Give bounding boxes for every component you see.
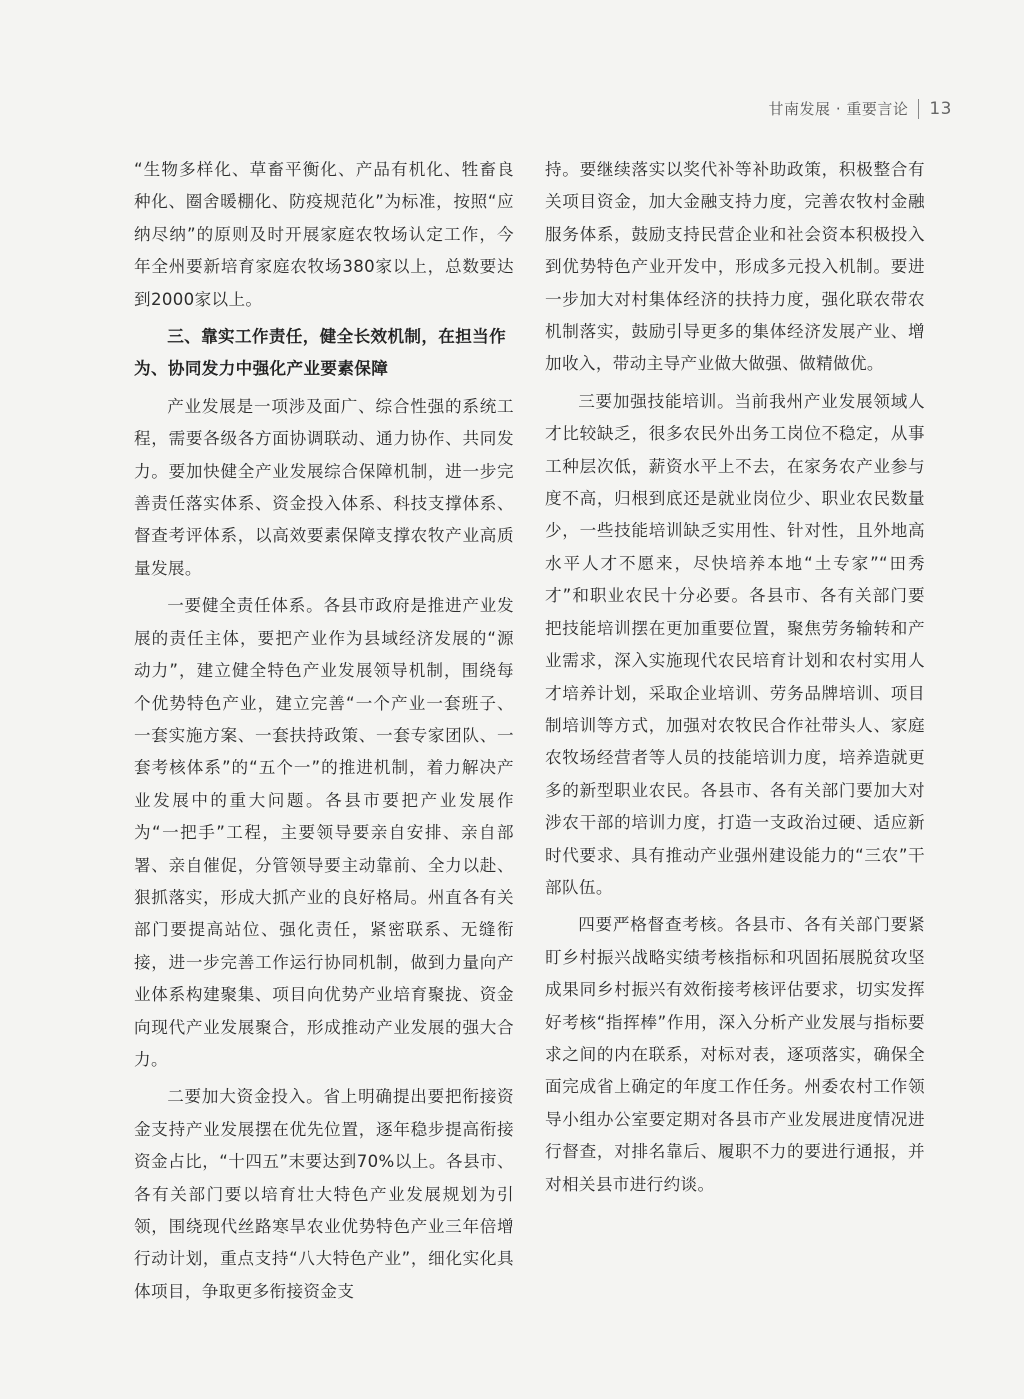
paragraph: 二要加大资金投入。省上明确提出要把衔接资金支持产业发展摆在优先位置，逐年稳步提高衔接资金占比，“十四五”末要达到70%以上。各县市、各有关部门要以培育壮大特色产业发展规划为引领，围绕现代丝路寒旱农业优势特色产业三年倍增行动计划，重点支持“八大特色产业”，细化实化具体项目，争取更多衔接资金支: [134, 1087, 514, 1301]
left-column: [134, 154, 514, 1308]
section-heading: 三、靠实工作责任，健全长效机制，在担当作为、协同发力中强化产业要素保障: [134, 327, 507, 379]
paragraph: 一要健全责任体系。各县市政府是推进产业发展的责任主体，要把产业作为县域经济发展的“源动力”，建立健全特色产业发展领导机制，围绕每个优势特色产业，建立完善“一个产业一套班子、一套实施方案、一套扶持政策、一套专家团队、一套考核体系”的“五个一”的推进机制，着力解决产业发展中的重大问题。各县市要把产业发展作为“一把手”工程，主要领导要亲自安排、亲自部署、亲自催促，分管领导要主动靠前、全力以赴、狠抓落实，形成大抓产业的良好格局。州直各有关部门要提高站位、强化责任，紧密联系、无缝衔接，进一步完善工作运行协同机制，做到力量向产业体系构建聚集、项目向优势产业培育聚拢、资金向现代产业发展聚合，形成推动产业发展的强大合力。: [134, 596, 514, 1069]
running-head-title: 甘南发展 · 重要言论: [768, 100, 909, 118]
paragraph: 产业发展是一项涉及面广、综合性强的系统工程，需要各级各方面协调联动、通力协作、共同发力。要加快健全产业发展综合保障机制，进一步完善责任落实体系、资金投入体系、科技支撑体系、督查考评体系，以高效要素保障支撑农牧产业高质量发展。: [134, 396, 514, 578]
paragraph-continued: “生物多样化、草畜平衡化、产品有机化、牲畜良种化、圈舍暖棚化、防疫规范化”为标准，按照“应纳尽纳”的原则及时开展家庭农牧场认定工作，今年全州要新培育家庭农牧场380家以上，总数要达到2000家以上。: [134, 160, 514, 309]
header-divider: [918, 99, 919, 119]
page-header: [769, 98, 952, 119]
right-column: [545, 154, 925, 1201]
paragraph-continued: 持。要继续落实以奖代补等补助政策，积极整合有关项目资金，加大金融支持力度，完善农牧村金融服务体系，鼓励支持民营企业和社会资本积极投入到优势特色产业开发中，形成多元投入机制。要进一步加大对村集体经济的扶持力度，强化联农带农机制落实，鼓励引导更多的集体经济发展产业、增加收入，带动主导产业做大做强、做精做优。: [545, 160, 925, 374]
paragraph: 四要严格督查考核。各县市、各有关部门要紧盯乡村振兴战略实绩考核指标和巩固拓展脱贫攻坚成果同乡村振兴有效衔接考核评估要求，切实发挥好考核“指挥棒”作用，深入分析产业发展与指标要求之间的内在联系，对标对表，逐项落实，确保全面完成省上确定的年度工作任务。州委农村工作领导小组办公室要定期对各县市产业发展进度情况进行督查，对排名靠后、履职不力的要进行通报，并对相关县市进行约谈。: [545, 915, 925, 1194]
paragraph: 三要加强技能培训。当前我州产业发展领域人才比较缺乏，很多农民外出务工岗位不稳定，从事工种层次低，薪资水平上不去，在家务农产业参与度不高，归根到底还是就业岗位少、职业农民数量少，一些技能培训缺乏实用性、针对性，且外地高水平人才不愿来，尽快培养本地“土专家”“田秀才”和职业农民十分必要。各县市、各有关部门要把技能培训摆在更加重要位置，聚焦劳务输转和产业需求，深入实施现代农民培育计划和农村实用人才培养计划，采取企业培训、劳务品牌培训、项目制培训等方式，加强对农牧民合作社带头人、家庭农牧场经营者等人员的技能培训力度，培养造就更多的新型职业农民。各县市、各有关部门要加大对涉农干部的培训力度，打造一支政治过硬、适应新时代要求、具有推动产业强州建设能力的“三农”干部队伍。: [545, 391, 925, 897]
page-number: 13: [929, 98, 952, 119]
